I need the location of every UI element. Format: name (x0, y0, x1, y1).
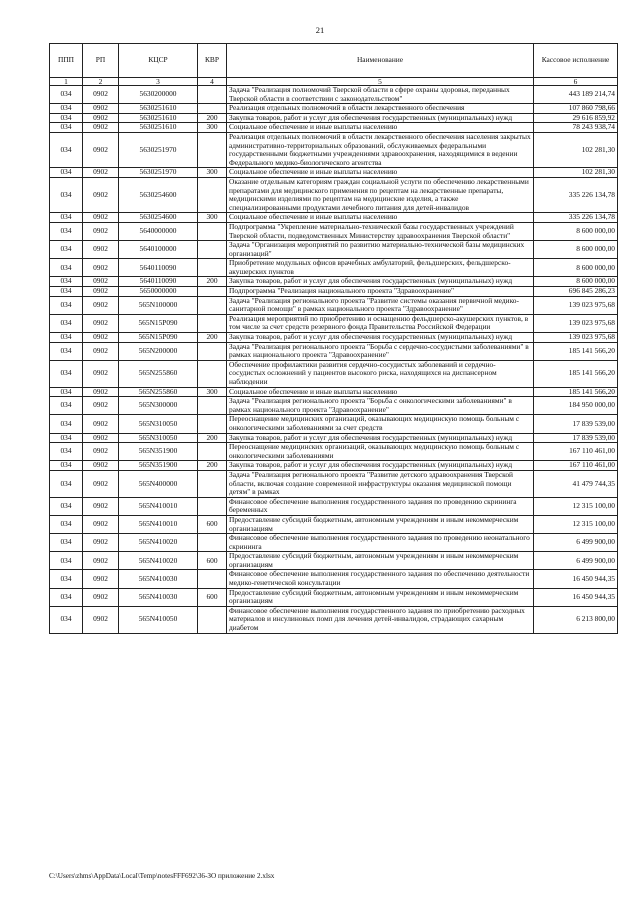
cell-name: Социальное обеспечение и иные выплаты населению (227, 213, 534, 223)
cell-ppp: 034 (50, 86, 83, 104)
cell-kcsr: 5630254600 (119, 213, 198, 223)
cell-ppp: 034 (50, 314, 83, 332)
cell-name: Закупка товаров, работ и услуг для обеспечения государственных (муниципальных) нужд (227, 433, 534, 443)
cell-kcsr: 5630251610 (119, 104, 198, 114)
cell-ppp: 034 (50, 333, 83, 343)
cell-name: Закупка товаров, работ и услуг для обеспечения государственных (муниципальных) нужд (227, 333, 534, 343)
cell-name: Подпрограмма "Укрепление материально-технической базы государственных учреждений Тверской области, подведомственных Министерству здравоохранения Тверской области" (227, 222, 534, 240)
cell-kcsr: 5640110090 (119, 259, 198, 277)
cell-name: Закупка товаров, работ и услуг для обеспечения государственных (муниципальных) нужд (227, 277, 534, 287)
cell-kvr (198, 104, 227, 114)
cell-kcsr: 565N310050 (119, 415, 198, 433)
cell-kvr (198, 241, 227, 259)
cell-name: Приобретение модульных офисов врачебных амбулаторий, фельдшерских, фельдшерско-акушерских пунктов (227, 259, 534, 277)
cell-kvr (198, 470, 227, 497)
table-row (50, 387, 618, 397)
cell-rp: 0902 (83, 296, 119, 314)
cell-kcsr: 565N200000 (119, 342, 198, 360)
cell-ppp: 034 (50, 515, 83, 533)
cell-ppp: 034 (50, 222, 83, 240)
cell-kcsr: 5640000000 (119, 222, 198, 240)
cell-amount: 102 281,30 (534, 132, 618, 167)
cell-amount: 167 110 461,00 (534, 443, 618, 461)
cell-kcsr: 5640110090 (119, 277, 198, 287)
cell-rp: 0902 (83, 433, 119, 443)
cell-amount: 139 023 975,68 (534, 296, 618, 314)
cell-name: Социальное обеспечение и иные выплаты населению (227, 123, 534, 133)
cell-kvr: 300 (198, 213, 227, 223)
cell-kcsr: 565N410050 (119, 606, 198, 633)
column-number: 4 (198, 78, 227, 86)
table-row (50, 277, 618, 287)
page-number: 21 (315, 25, 325, 35)
table-row (50, 287, 618, 297)
cell-kcsr: 565N400000 (119, 470, 198, 497)
column-number: 6 (534, 78, 618, 86)
table-row (50, 552, 618, 570)
cell-ppp: 034 (50, 552, 83, 570)
cell-kcsr: 565N100000 (119, 296, 198, 314)
cell-kvr (198, 132, 227, 167)
table-row (50, 433, 618, 443)
cell-ppp: 034 (50, 534, 83, 552)
cell-rp: 0902 (83, 213, 119, 223)
table-row (50, 397, 618, 415)
cell-ppp: 034 (50, 387, 83, 397)
header-rp: РП (83, 44, 119, 78)
cell-name: Переоснащение медицинских организаций, оказывающих медицинскую помощь больным с онкологическими заболеваниями (227, 443, 534, 461)
cell-rp: 0902 (83, 104, 119, 114)
cell-rp: 0902 (83, 287, 119, 297)
cell-amount: 12 315 100,00 (534, 515, 618, 533)
cell-name: Задача "Реализация регионального проекта "Борьба с онкологическими заболеваниями" в рамках национального проекта "Здравоохранение" (227, 397, 534, 415)
cell-name: Закупка товаров, работ и услуг для обеспечения государственных (муниципальных) нужд (227, 113, 534, 123)
column-number: 2 (83, 78, 119, 86)
column-number: 1 (50, 78, 83, 86)
table-row (50, 132, 618, 167)
cell-kcsr: 565N15P090 (119, 314, 198, 332)
cell-name: Обеспечение профилактики развития сердечно-сосудистых заболеваний и сердечно-сосудистых осложнений у пациентов высокого риска, находящихся на диспансерном наблюдении (227, 360, 534, 387)
cell-rp: 0902 (83, 470, 119, 497)
cell-rp: 0902 (83, 387, 119, 397)
header-kvr: КВР (198, 44, 227, 78)
cell-amount: 16 450 944,35 (534, 570, 618, 588)
cell-kcsr: 5640100000 (119, 241, 198, 259)
cell-rp: 0902 (83, 222, 119, 240)
column-number-row (50, 78, 618, 86)
cell-ppp: 034 (50, 104, 83, 114)
cell-rp: 0902 (83, 86, 119, 104)
table-row (50, 515, 618, 533)
table-row (50, 470, 618, 497)
cell-kvr (198, 443, 227, 461)
cell-rp: 0902 (83, 277, 119, 287)
cell-ppp: 034 (50, 342, 83, 360)
cell-kcsr: 565N255860 (119, 387, 198, 397)
cell-kcsr: 565N15P090 (119, 333, 198, 343)
table-row (50, 606, 618, 633)
cell-kvr: 600 (198, 588, 227, 606)
cell-ppp: 034 (50, 497, 83, 515)
cell-rp: 0902 (83, 241, 119, 259)
cell-name: Предоставление субсидий бюджетным, автономным учреждениям и иным некоммерческим организациям (227, 515, 534, 533)
cell-rp: 0902 (83, 497, 119, 515)
cell-name: Переоснащение медицинских организаций, оказывающих медицинскую помощь больным с онкологическими заболеваниями за счет средств (227, 415, 534, 433)
cell-kvr (198, 534, 227, 552)
cell-kcsr: 565N410020 (119, 534, 198, 552)
table-row (50, 314, 618, 332)
cell-name: Задача "Реализация полномочий Тверской области в сфере охраны здоровья, переданных Тверской области в соответствии с законодательством" (227, 86, 534, 104)
cell-amount: 17 839 539,00 (534, 433, 618, 443)
cell-kvr: 600 (198, 515, 227, 533)
cell-amount: 139 023 975,68 (534, 333, 618, 343)
cell-amount: 29 616 859,92 (534, 113, 618, 123)
cell-ppp: 034 (50, 397, 83, 415)
cell-name: Финансовое обеспечение выполнения государственного задания по обеспечению деятельности медико-генетической консультации (227, 570, 534, 588)
table-row (50, 222, 618, 240)
cell-name: Реализация мероприятий по приобретению и оснащению фельдшерско-акушерских пунктов, в том числе за счет средств резервного фонда Правительства Российской Федерации (227, 314, 534, 332)
cell-rp: 0902 (83, 606, 119, 633)
cell-amount: 696 845 286,23 (534, 287, 618, 297)
cell-ppp: 034 (50, 287, 83, 297)
cell-kvr (198, 222, 227, 240)
cell-kvr (198, 177, 227, 212)
cell-rp: 0902 (83, 552, 119, 570)
header-ppp: ППП (50, 44, 83, 78)
budget-execution-table (49, 43, 618, 634)
cell-rp: 0902 (83, 515, 119, 533)
cell-name: Задача "Организация мероприятий по развитию материально-технической базы медицинских организаций" (227, 241, 534, 259)
table-row (50, 342, 618, 360)
cell-amount: 184 950 000,00 (534, 397, 618, 415)
table-row (50, 104, 618, 114)
table-row (50, 497, 618, 515)
cell-amount: 8 600 000,00 (534, 259, 618, 277)
cell-ppp: 034 (50, 360, 83, 387)
table-row (50, 415, 618, 433)
cell-kvr: 600 (198, 552, 227, 570)
cell-name: Финансовое обеспечение выполнения государственного задания по проведению скрининга беременных (227, 497, 534, 515)
cell-kvr: 300 (198, 387, 227, 397)
cell-kvr (198, 360, 227, 387)
table-row (50, 570, 618, 588)
cell-name: Финансовое обеспечение выполнения государственного задания по приобретению расходных материалов и инсулиновых помп для лечения детей-инвалидов, страдающих сахарным диабетом (227, 606, 534, 633)
cell-ppp: 034 (50, 132, 83, 167)
table-row (50, 168, 618, 178)
cell-kvr: 300 (198, 168, 227, 178)
table-row (50, 461, 618, 471)
cell-name: Реализация отдельных полномочий в области лекарственного обеспечения (227, 104, 534, 114)
cell-kcsr: 565N310050 (119, 433, 198, 443)
cell-rp: 0902 (83, 443, 119, 461)
cell-kcsr: 5650000000 (119, 287, 198, 297)
cell-kcsr: 5630200000 (119, 86, 198, 104)
cell-amount: 6 499 900,00 (534, 552, 618, 570)
table-row (50, 259, 618, 277)
cell-kcsr: 565N410030 (119, 570, 198, 588)
cell-kcsr: 5630251970 (119, 132, 198, 167)
cell-kvr (198, 342, 227, 360)
cell-ppp: 034 (50, 123, 83, 133)
cell-amount: 102 281,30 (534, 168, 618, 178)
table-row (50, 86, 618, 104)
cell-kcsr: 5630254600 (119, 177, 198, 212)
table-row (50, 123, 618, 133)
table-body (50, 78, 618, 634)
cell-kvr (198, 397, 227, 415)
cell-ppp: 034 (50, 461, 83, 471)
cell-ppp: 034 (50, 277, 83, 287)
cell-kvr (198, 287, 227, 297)
cell-name: Предоставление субсидий бюджетным, автономным учреждениям и иным некоммерческим организациям (227, 588, 534, 606)
table-row (50, 113, 618, 123)
cell-kvr (198, 86, 227, 104)
cell-ppp: 034 (50, 443, 83, 461)
cell-amount: 185 141 566,20 (534, 387, 618, 397)
cell-rp: 0902 (83, 342, 119, 360)
cell-kvr (198, 296, 227, 314)
cell-kcsr: 565N351900 (119, 443, 198, 461)
cell-amount: 41 479 744,35 (534, 470, 618, 497)
cell-kcsr: 565N410010 (119, 515, 198, 533)
table-row (50, 333, 618, 343)
cell-kvr: 200 (198, 433, 227, 443)
cell-rp: 0902 (83, 132, 119, 167)
cell-rp: 0902 (83, 333, 119, 343)
cell-kvr (198, 314, 227, 332)
table-row (50, 213, 618, 223)
cell-amount: 6 499 900,00 (534, 534, 618, 552)
cell-kcsr: 565N410020 (119, 552, 198, 570)
cell-kvr: 200 (198, 333, 227, 343)
cell-rp: 0902 (83, 360, 119, 387)
cell-ppp: 034 (50, 606, 83, 633)
cell-amount: 335 226 134,78 (534, 213, 618, 223)
cell-amount: 185 141 566,20 (534, 342, 618, 360)
cell-rp: 0902 (83, 314, 119, 332)
cell-amount: 12 315 100,00 (534, 497, 618, 515)
cell-amount: 8 600 000,00 (534, 222, 618, 240)
header-amount: Кассовое исполнение (534, 44, 618, 78)
cell-ppp: 034 (50, 296, 83, 314)
cell-kvr (198, 570, 227, 588)
cell-rp: 0902 (83, 570, 119, 588)
cell-kvr (198, 415, 227, 433)
table-row (50, 588, 618, 606)
cell-kvr: 200 (198, 461, 227, 471)
cell-rp: 0902 (83, 123, 119, 133)
cell-name: Социальное обеспечение и иные выплаты населению (227, 168, 534, 178)
cell-rp: 0902 (83, 415, 119, 433)
cell-kvr (198, 606, 227, 633)
cell-amount: 335 226 134,78 (534, 177, 618, 212)
cell-kvr: 200 (198, 113, 227, 123)
cell-rp: 0902 (83, 461, 119, 471)
cell-name: Задача "Реализация регионального проекта "Развитие системы оказания первичной медико-санитарной помощи" в рамках национального проекта "Здравоохранение" (227, 296, 534, 314)
cell-ppp: 034 (50, 415, 83, 433)
cell-amount: 6 213 800,00 (534, 606, 618, 633)
cell-ppp: 034 (50, 177, 83, 212)
cell-name: Задача "Реализация регионального проекта "Борьба с сердечно-сосудистыми заболеваниями" в рамках национального проекта "Здравоохранение" (227, 342, 534, 360)
cell-ppp: 034 (50, 259, 83, 277)
column-number: 5 (227, 78, 534, 86)
header-name: Наименование (227, 44, 534, 78)
cell-ppp: 034 (50, 113, 83, 123)
cell-name: Предоставление субсидий бюджетным, автономным учреждениям и иным некоммерческим организациям (227, 552, 534, 570)
cell-name: Закупка товаров, работ и услуг для обеспечения государственных (муниципальных) нужд (227, 461, 534, 471)
cell-kcsr: 5630251610 (119, 113, 198, 123)
cell-ppp: 034 (50, 570, 83, 588)
cell-amount: 107 860 798,66 (534, 104, 618, 114)
cell-name: Социальное обеспечение и иные выплаты населению (227, 387, 534, 397)
cell-kcsr: 565N300000 (119, 397, 198, 415)
cell-name: Финансовое обеспечение выполнения государственного задания по проведению неонатального скрининга (227, 534, 534, 552)
cell-name: Реализация отдельных полномочий в области лекарственного обеспечения населения закрытых административно-территориальных образований, обслуживаемых федеральными государственными бюджетными учреждениями здравоохранения, находящимися в ведении Федерального медико-биологического агентства (227, 132, 534, 167)
cell-rp: 0902 (83, 397, 119, 415)
footer-file-path: C:\Users\zhms\AppData\Local\Temp\notesFFF692\36-ЗО приложение 2.xlsx (49, 872, 275, 880)
cell-kvr: 300 (198, 123, 227, 133)
cell-rp: 0902 (83, 177, 119, 212)
cell-kcsr: 565N410010 (119, 497, 198, 515)
table-row (50, 241, 618, 259)
header-kcsr: КЦСР (119, 44, 198, 78)
cell-amount: 8 600 000,00 (534, 277, 618, 287)
cell-rp: 0902 (83, 534, 119, 552)
cell-ppp: 034 (50, 433, 83, 443)
cell-rp: 0902 (83, 168, 119, 178)
cell-kcsr: 565N351900 (119, 461, 198, 471)
cell-name: Подпрограмма "Реализация национального проекта "Здравоохранение" (227, 287, 534, 297)
cell-rp: 0902 (83, 259, 119, 277)
cell-rp: 0902 (83, 588, 119, 606)
table-row (50, 443, 618, 461)
cell-kcsr: 565N255860 (119, 360, 198, 387)
table-header-row (50, 44, 618, 78)
table-row (50, 534, 618, 552)
cell-name: Задача "Реализация регионального проекта "Развитие детского здравоохранения Тверской области, включая создание современной инфраструктуры оказания медицинской помощи детям" в рамках (227, 470, 534, 497)
cell-kvr (198, 259, 227, 277)
cell-ppp: 034 (50, 588, 83, 606)
cell-ppp: 034 (50, 213, 83, 223)
table-row (50, 177, 618, 212)
cell-amount: 16 450 944,35 (534, 588, 618, 606)
cell-rp: 0902 (83, 113, 119, 123)
table-row (50, 360, 618, 387)
cell-ppp: 034 (50, 470, 83, 497)
cell-amount: 185 141 566,20 (534, 360, 618, 387)
cell-amount: 167 110 461,00 (534, 461, 618, 471)
cell-ppp: 034 (50, 168, 83, 178)
cell-kvr (198, 497, 227, 515)
cell-kcsr: 5630251970 (119, 168, 198, 178)
cell-amount: 8 600 000,00 (534, 241, 618, 259)
column-number: 3 (119, 78, 198, 86)
cell-name: Оказание отдельным категориям граждан социальной услуги по обеспечению лекарственными препаратами для медицинского применения по рецептам на лекарственные препараты, медицинскими изделиями по рецептам на медицинские изделия, а также специализированными продуктами лечебного питания для детей-инвалидов (227, 177, 534, 212)
cell-kcsr: 5630251610 (119, 123, 198, 133)
cell-kcsr: 565N410030 (119, 588, 198, 606)
cell-kvr: 200 (198, 277, 227, 287)
cell-amount: 443 189 214,74 (534, 86, 618, 104)
cell-amount: 139 023 975,68 (534, 314, 618, 332)
table-row (50, 296, 618, 314)
cell-amount: 17 839 539,00 (534, 415, 618, 433)
cell-ppp: 034 (50, 241, 83, 259)
cell-amount: 78 243 938,74 (534, 123, 618, 133)
